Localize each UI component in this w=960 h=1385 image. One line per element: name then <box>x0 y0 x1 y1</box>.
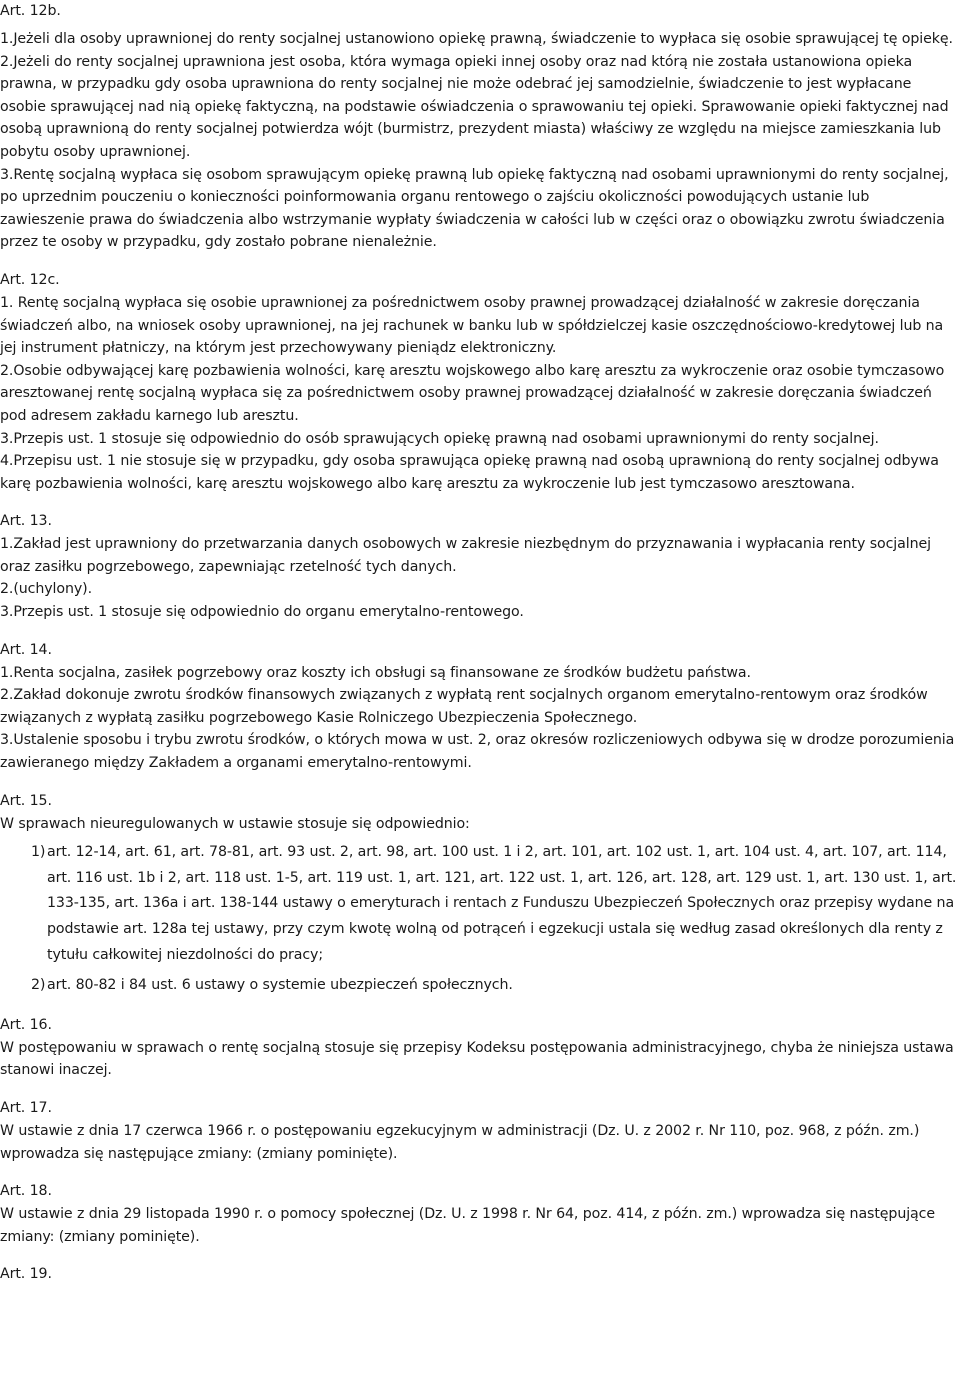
list-item <box>0 840 958 968</box>
article-paragraph: 1.Renta socjalna, zasiłek pogrzebowy oraz koszty ich obsługi są finansowane ze środków budżetu państwa. <box>0 664 751 681</box>
list-item-text: art. 80-82 i 84 ust. 6 ustawy o systemie ubezpieczeń społecznych. <box>47 977 513 994</box>
article-13 <box>0 510 958 623</box>
article-heading: Art. 19. <box>0 1266 52 1283</box>
article-heading: Art. 14. <box>0 641 52 658</box>
list-item <box>0 973 958 999</box>
article-list <box>0 840 958 999</box>
article-paragraph: W postępowaniu w sprawach o rentę socjalną stosuje się przepisy Kodeksu postępowania administracyjnego, chyba że niniejsza ustawa stanowi inaczej. <box>0 1039 954 1079</box>
article-heading: Art. 12c. <box>0 271 60 288</box>
article-paragraph: 3.Rentę socjalną wypłaca się osobom sprawującym opiekę prawną lub opiekę faktyczną nad osobami uprawnionymi do renty socjalnej, po uprzednim pouczeniu o konieczności poinformowania organu rentowego o zajściu okoliczności powodujących ustanie lub zawieszenie prawa do świadczenia albo wstrzymanie wypłaty świadczenia w całości lub w części oraz o obowiązku zwrotu świadczenia przez te osoby w przypadku, gdy zostało pobrane nienależnie. <box>0 166 949 251</box>
article-heading: Art. 15. <box>0 792 52 809</box>
article-paragraph: 2.Zakład dokonuje zwrotu środków finansowych związanych z wypłatą rent socjalnych organom emerytalno-rentowym oraz środków związanych z wypłatą zasiłku pogrzebowego Kasie Rolniczego Ubezpieczenia Społecznego. <box>0 687 928 726</box>
article-heading: Art. 17. <box>0 1099 52 1116</box>
article-heading: Art. 13. <box>0 513 52 530</box>
article-paragraph: 1.Jeżeli dla osoby uprawnionej do renty socjalnej ustanowiono opiekę prawną, świadczenie to wypłaca się osobie sprawującej tę opiekę. <box>0 31 953 47</box>
article-paragraph: 1. Rentę socjalną wypłaca się osobie uprawnionej za pośrednictwem osoby prawnej prowadzącej działalność w zakresie doręczania świadczeń albo, na wniosek osoby uprawnionej, na jej rachunek w banku lub w spółdzielczej kasie oszczędnościowo-kredytowej lub na jej instrument płatniczy, na którym jest przechowywany pieniądz elektroniczny. <box>0 294 944 357</box>
article-paragraph: 2.(uchylony). <box>0 581 93 598</box>
list-item-number: 2) <box>31 977 46 994</box>
article-paragraph: 1.Zakład jest uprawniony do przetwarzania danych osobowych w zakresie niezbędnym do przyznawania i wypłacania renty socjalnej oraz zasiłku pogrzebowego, zapewniając rzetelność tych danych. <box>0 536 931 575</box>
article-intro: W sprawach nieuregulowanych w ustawie stosuje się odpowiednio: <box>0 815 470 832</box>
article-19 <box>0 1263 958 1286</box>
article-14 <box>0 639 958 775</box>
list-item-text: art. 12-14, art. 61, art. 78-81, art. 93 ust. 2, art. 98, art. 100 ust. 1 i 2, art. 101, art. 102 ust. 1, art. 104 ust. 4, art. 107, art. 114, art. 116 ust. 1b i 2, art. 118 ust. 1-5, art. 119 ust. 1, art. 121, art. 122 ust. 1, art. 126, art. 128, art. 129 ust. 1, art. 130 ust. 1, art. 133-135, art. 136a i art. 138-144 ustawy o emeryturach i rentach z Funduszu Ubezpieczeń Społecznych oraz przepisy wydane na podstawie art. 128a tej ustawy, przy czym kwotę wolną od potrąceń i egzekucji ustala się według zasad określonych dla renty z tytułu całkowitej niezdolności do pracy; <box>47 844 957 963</box>
article-12b <box>0 0 958 254</box>
article-16 <box>0 1014 958 1082</box>
article-12c <box>0 269 958 495</box>
article-paragraph: 2.Jeżeli do renty socjalnej uprawniona jest osoba, która wymaga opieki innej osoby oraz nad którą nie została ustanowiona opieka prawna, w przypadku gdy osoba uprawniona do renty socjalnej nie może odebrać jej samodzielnie, świadczenie to jest wypłacane osobie sprawującej nad nią opiekę faktyczną, na podstawie oświadczenia o sprawowaniu tej opieki. Sprawowanie opieki faktycznej nad osobą uprawnioną do renty socjalnej potwierdza wójt (burmistrz, prezydent miasta) właściwy ze względu na miejsce zamieszkania lub pobytu osoby uprawnionej. <box>0 53 949 160</box>
article-paragraph: 3.Przepis ust. 1 stosuje się odpowiednio do osób sprawujących opiekę prawną nad osobami uprawnionymi do renty socjalnej. <box>0 430 879 447</box>
list-item-number: 1) <box>31 844 46 861</box>
article-heading: Art. 18. <box>0 1183 52 1200</box>
article-paragraph: 4.Przepisu ust. 1 nie stosuje się w przypadku, gdy osoba sprawująca opiekę prawną nad osobą uprawnioną do renty socjalnej odbywa karę pozbawienia wolności, karę aresztu wojskowego albo karę aresztu za wykroczenie lub jest tymczasowo aresztowana. <box>0 453 939 492</box>
article-15 <box>0 790 958 999</box>
article-17 <box>0 1097 958 1165</box>
article-paragraph: 2.Osobie odbywającej karę pozbawienia wolności, karę aresztu wojskowego albo karę aresztu za wykroczenie oraz osobie tymczasowo aresztowanej rentę socjalną wypłaca się za pośrednictwem osoby prawnej prowadzącej działalność w zakresie doręczania świadczeń pod adresem zakładu karnego lub aresztu. <box>0 362 945 424</box>
article-paragraph: 3.Przepis ust. 1 stosuje się odpowiednio do organu emerytalno-rentowego. <box>0 604 524 621</box>
article-paragraph: W ustawie z dnia 29 listopada 1990 r. o pomocy społecznej (Dz. U. z 1998 r. Nr 64, poz. 414, z późn. zm.) wprowadza się następujące zmiany: (zmiany pominięte). <box>0 1206 935 1245</box>
article-18 <box>0 1180 958 1248</box>
article-paragraph: 3.Ustalenie sposobu i trybu zwrotu środków, o których mowa w ust. 2, oraz okresów rozliczeniowych odbywa się w drodze porozumienia zawieranego między Zakładem a organami emerytalno-rentowymi. <box>0 732 955 772</box>
article-heading: Art. 12b. <box>0 3 61 19</box>
article-paragraph: W ustawie z dnia 17 czerwca 1966 r. o postępowaniu egzekucyjnym w administracji (Dz. U. z 2002 r. Nr 110, poz. 968, z późn. zm.) wprowadza się następujące zmiany: (zmiany pominięte). <box>0 1122 920 1162</box>
article-heading: Art. 16. <box>0 1016 52 1033</box>
